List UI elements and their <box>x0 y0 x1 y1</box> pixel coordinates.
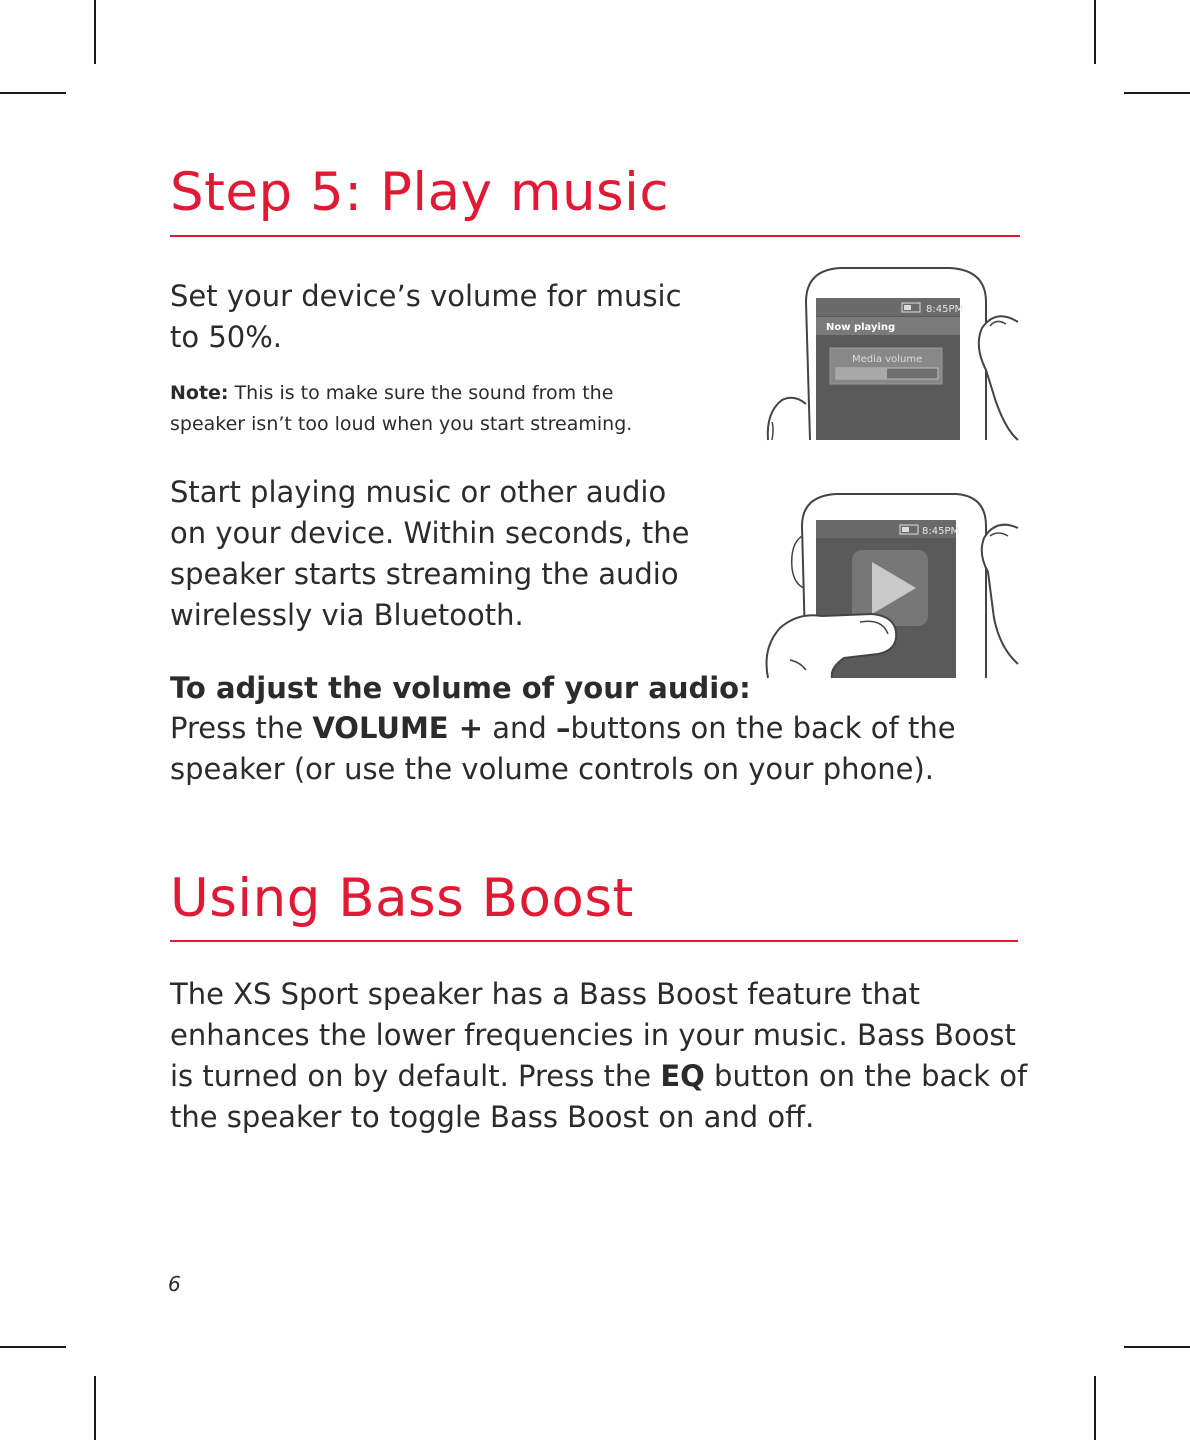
note-line1: This is to make sure the sound from the <box>234 382 614 404</box>
media-volume-label: Media volume <box>852 354 923 365</box>
phone-play-illustration <box>760 488 1022 680</box>
volume-instruction <box>170 276 682 358</box>
volume-minus-label: – <box>556 711 571 745</box>
bass-line4: the speaker to toggle Bass Boost on and off. <box>170 1100 815 1134</box>
play-instruction <box>170 472 690 636</box>
adjust-volume-heading: To adjust the volume of your audio: <box>170 671 751 705</box>
adjust-text-and: and <box>483 711 557 745</box>
crop-mark <box>0 92 66 94</box>
bass-line3-pre: is turned on by default. Press the <box>170 1059 661 1093</box>
status-time: 8:45PM <box>922 526 960 537</box>
now-playing-label: Now playing <box>826 322 896 333</box>
play-line4: wirelessly via Bluetooth. <box>170 598 524 632</box>
crop-mark <box>94 0 96 64</box>
bass-line3-post: button on the back of <box>704 1059 1028 1093</box>
play-line3: speaker starts streaming the audio <box>170 557 679 591</box>
note <box>170 378 632 440</box>
crop-mark <box>1124 1346 1190 1348</box>
adjust-text-line2: speaker (or use the volume controls on your phone). <box>170 752 934 786</box>
crop-mark <box>1094 1376 1096 1440</box>
note-line2: speaker isn’t too loud when you start streaming. <box>170 413 633 435</box>
section-title-step5: Step 5: Play music <box>170 162 670 223</box>
bass-boost-description <box>170 974 1027 1138</box>
play-line2: on your device. Within seconds, the <box>170 516 690 550</box>
volume-instruction-line1: Set your device’s volume for music <box>170 279 682 313</box>
section-divider <box>170 235 1020 237</box>
crop-mark <box>1124 92 1190 94</box>
volume-instruction-line2: to 50%. <box>170 320 283 354</box>
crop-mark <box>1094 0 1096 64</box>
volume-plus-label: VOLUME + <box>312 711 484 745</box>
note-label: Note: <box>170 382 229 404</box>
adjust-text-pre: Press the <box>170 711 313 745</box>
hand-icon <box>982 525 1018 664</box>
bass-line2: enhances the lower frequencies in your music. Bass Boost <box>170 1018 1016 1052</box>
crop-mark <box>0 1346 66 1348</box>
section-divider <box>170 940 1018 942</box>
page-number: 6 <box>168 1272 181 1296</box>
status-time: 8:45PM <box>926 304 964 315</box>
eq-button-label: EQ <box>660 1059 705 1093</box>
phone-volume-illustration <box>760 262 1022 442</box>
volume-slider-fill <box>836 368 887 379</box>
play-line1: Start playing music or other audio <box>170 475 667 509</box>
crop-mark <box>94 1376 96 1440</box>
section-title-bass-boost: Using Bass Boost <box>170 868 634 929</box>
adjust-text-post: buttons on the back of the <box>570 711 956 745</box>
bass-line1: The XS Sport speaker has a Bass Boost feature that <box>170 977 921 1011</box>
adjust-volume-text <box>170 708 956 790</box>
